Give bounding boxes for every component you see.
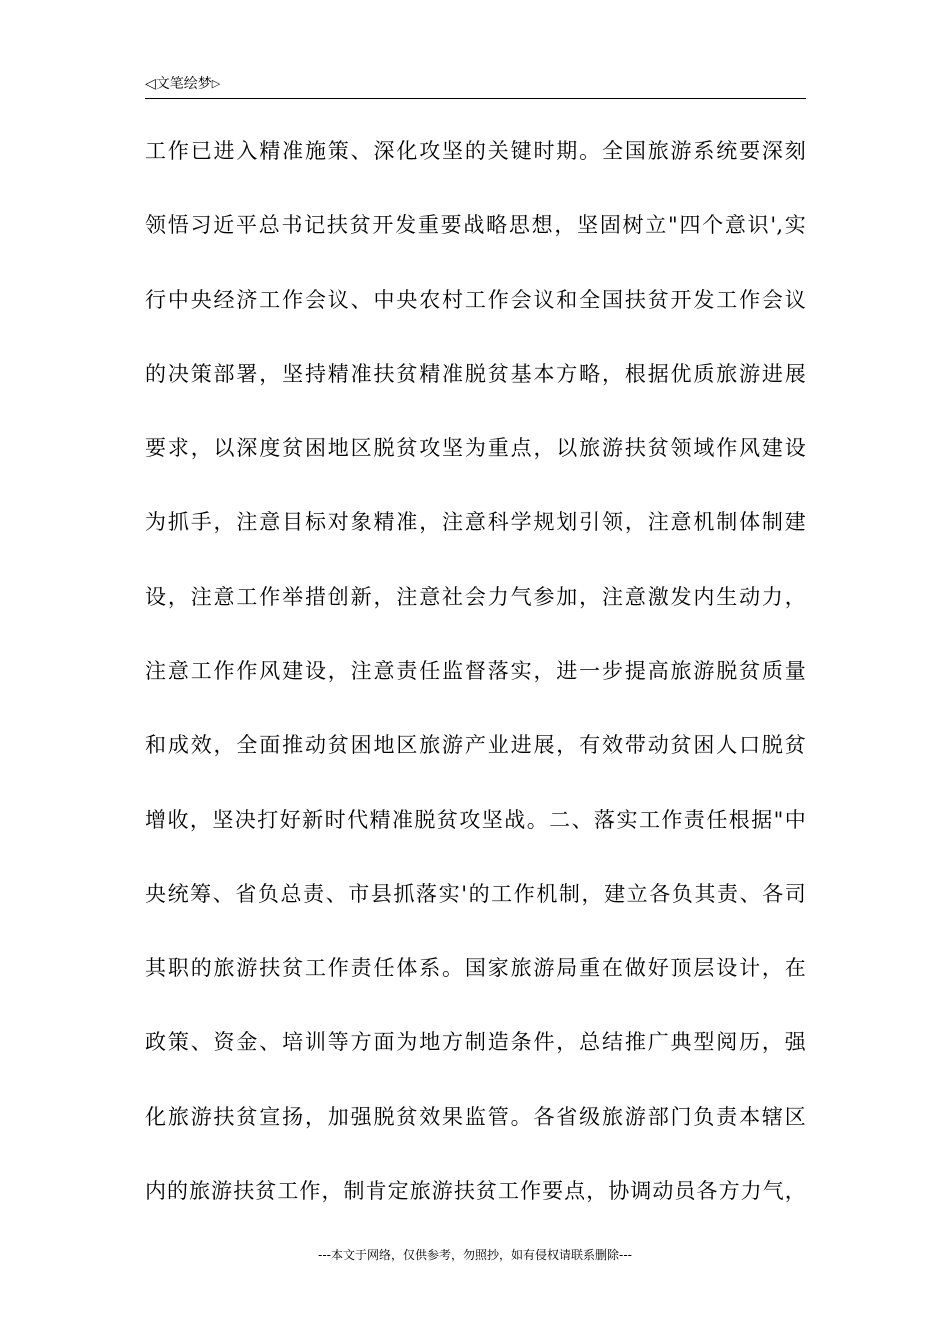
body-line-1: 工作已进入精准施策、深化攻坚的关键时期。全国旅游系统要深刻 [145,139,806,163]
left-triangle-icon: ◁ [145,76,156,92]
body-line-6: 为抓手，注意目标对象精准，注意科学规划引领，注意机制体制建 [145,510,806,535]
body-line-11: 央统筹、省负总责、市县抓落实'的工作机制，建立各负其责、各司 [145,881,806,906]
body-line-2: 领悟习近平总书记扶贫开发重要战略思想，坚固树立"四个意识',实 [145,213,806,238]
right-triangle-icon: ▷ [211,77,221,90]
body-line-8: 注意工作作风建设，注意责任监督落实，进一步提高旅游脱贫质量 [145,658,806,683]
page-header [145,74,806,99]
page-footer-note: ---本文于网络，仅供参考，勿照抄，如有侵权请联系删除--- [318,1248,632,1262]
body-line-10: 增收，坚决打好新时代精准脱贫攻坚战。二、落实工作责任根据"中 [145,807,806,832]
header-title: 文笔绘梦 [155,76,212,92]
body-line-15: 内的旅游扶贫工作，制肯定旅游扶贫工作要点，协调动员各方力气， [145,1178,806,1203]
body-line-5: 要求，以深度贫困地区脱贫攻坚为重点，以旅游扶贫领域作风建设 [145,436,806,461]
body-line-14: 化旅游扶贫宣扬，加强脱贫效果监管。各省级旅游部门负责本辖区 [145,1104,806,1129]
body-line-9: 和成效，全面推动贫困地区旅游产业进展，有效带动贫困人口脱贫 [145,733,806,758]
body-line-12: 其职的旅游扶贫工作责任体系。国家旅游局重在做好顶层设计，在 [145,956,806,981]
document-body [145,133,806,1210]
body-line-13: 政策、资金、培训等方面为地方制造条件，总结推广典型阅历，强 [145,1030,806,1055]
body-line-7: 设，注意工作举措创新，注意社会力气参加，注意激发内生动力， [145,584,806,609]
body-line-4: 的决策部署，坚持精准扶贫精准脱贫基本方略，根据优质旅游进展 [145,361,806,386]
body-line-3: 行中央经济工作会议、中央农村工作会议和全国扶贫开发工作会议 [145,287,806,312]
